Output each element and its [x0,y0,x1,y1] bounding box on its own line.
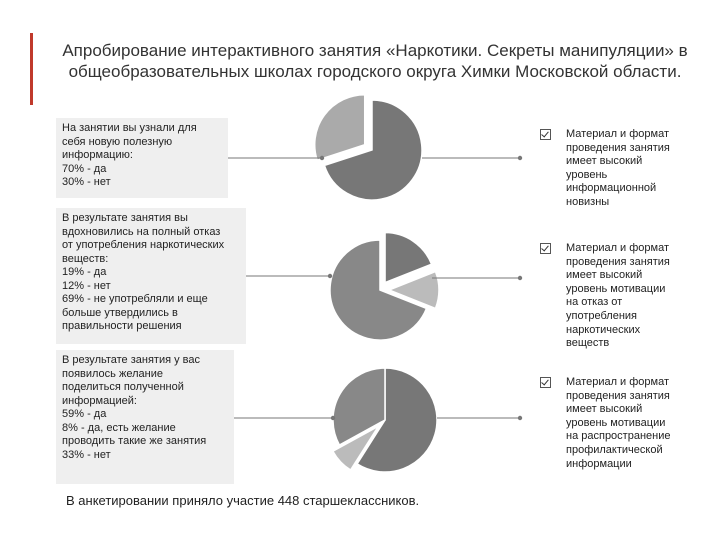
panel-line: В результате занятия у вас [62,354,201,366]
note-line: веществ [566,337,610,350]
note-line: проведения занятия [566,141,670,154]
panel-line: 70% - да [62,162,107,175]
conclusion-note-1 [540,128,690,218]
note-line: уровень мотивации [566,416,666,429]
panel-line: На занятии вы узнали для [62,122,197,134]
footer-note: В анкетировании приняло участие 448 старшеклассников. [66,493,420,508]
note-line: Материал и формат [566,128,670,140]
checkbox-icon [540,243,551,254]
panel-line: информацию: [62,149,133,161]
note-line: новизны [566,195,610,208]
note-line: проведения занятия [566,255,670,268]
panel-line: вдохновились на полный отказ [62,225,221,238]
conclusion-text-2 [566,242,686,351]
note-line: уровень [566,168,608,181]
conclusion-text-3 [566,376,686,471]
connector-dot [518,416,522,420]
pie-2-slice-1 [385,233,431,283]
panel-line: появилось желание [62,367,163,380]
panel-line: 8% - да, есть желание [62,421,176,434]
connector-dot [328,274,332,278]
note-line: Материал и формат [566,242,670,254]
panel-line: от употребления наркотических [62,239,225,251]
note-line: Материал и формат [566,376,670,388]
note-line: информационной [566,182,657,195]
note-line: информации [566,457,632,470]
connector-dot [518,156,522,160]
panel-line: себя новую полезную [62,135,173,148]
panel-line: правильности решения [62,320,182,332]
panel-line: 59% - да [62,408,107,420]
panel-line: 69% - не употребляли и еще [62,293,208,305]
connector-dot [320,156,324,160]
panel-line: поделиться полученной [62,381,184,393]
conclusion-text-1 [566,128,686,210]
connector-dot [331,416,335,420]
panel-line: 12% - нет [62,279,111,292]
connector-dot [518,276,522,280]
note-line: имеет высокий [566,403,643,416]
panel-line: проводить такие же занятия [62,435,207,447]
checkbox-icon [540,129,551,140]
panel-line: В результате занятия вы [62,212,188,224]
panel-line: 33% - нет [62,448,111,461]
note-line: профилактической [566,443,663,456]
panel-line: больше утвердились в [62,306,178,319]
note-line: на отказ от [566,296,623,309]
panel-line: 19% - да [62,266,107,278]
panel-line: веществ: [62,252,109,265]
checkbox-icon [540,377,551,388]
note-line: проведения занятия [566,389,670,402]
note-line: наркотических [566,323,641,336]
panel-line: 30% - нет [62,176,111,188]
conclusion-note-2 [540,242,690,362]
note-line: употребления [566,309,638,322]
pie-1-slice-2 [315,95,365,160]
page-title: Апробирование интерактивного занятия «Наркотики. Секреты манипуляции» в общеобразовательных школах городского округа Химки Московской области. [62,41,688,81]
note-line: имеет высокий [566,155,643,168]
note-line: уровень мотивации [566,282,666,295]
note-line: имеет высокий [566,269,643,282]
note-line: на распространение [566,430,671,443]
panel-line: информацией: [62,394,137,407]
conclusion-note-3 [540,376,690,476]
